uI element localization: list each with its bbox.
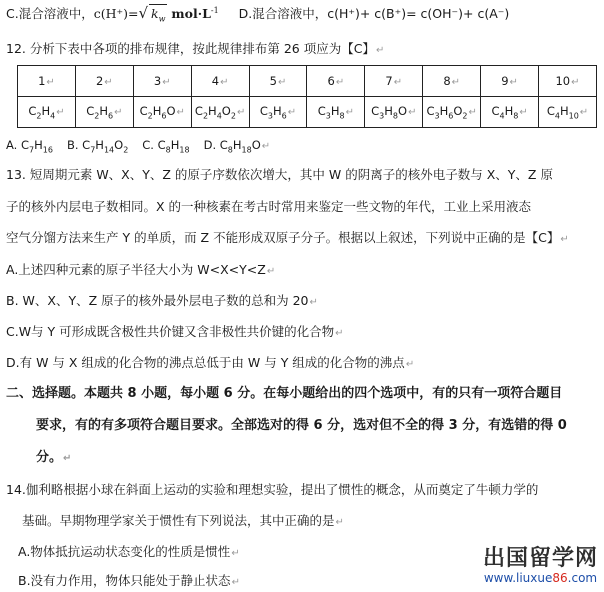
q12-number-cell: 7↵ xyxy=(365,66,423,97)
q12-number-row xyxy=(18,66,597,97)
q12-formula-cell: $C_2H_6O↵$ xyxy=(133,97,191,128)
q13-line-2: 子的核外内层电子数相同。X 的一种核素在考古时常用来鉴定一些文物的年代，工业上采用液态 xyxy=(6,199,532,214)
q12-option: B. $C_7H_{14}O_2$ xyxy=(66,138,129,155)
q12-formula-cell: $C_3H_8O↵$ xyxy=(365,97,423,128)
q12-number-cell: 10↵ xyxy=(539,66,597,97)
q12-formula-cell: $C_2H_4↵$ xyxy=(18,97,76,128)
q12-option: A. $C_7H_{16}$ xyxy=(6,138,53,155)
q12-formula-cell: $C_3H_6O_2↵$ xyxy=(423,97,481,128)
q11-option-c-d-line: C.混合溶液中，c(H⁺)=√ $k_w$ $mol\cdot L^{-1}$ D.混合溶液中，c(H⁺)+ c(B⁺)= c(OH⁻)+ c(A⁻) xyxy=(6,2,509,29)
q13-option-d: D.有 W 与 X 组成的化合物的沸点总低于由 W 与 Y 组成的化合物的沸点↵ xyxy=(6,355,415,370)
q12-number-cell: 4↵ xyxy=(191,66,249,97)
q11-option-d: D.混合溶液中，c(H⁺)+ c(B⁺)= c(OH⁻)+ c(A⁻) xyxy=(238,6,510,22)
q11-option-c-formula: c(H⁺)= xyxy=(93,6,139,22)
q12-number-cell: 1↵ xyxy=(18,66,76,97)
q13-option-b: B. W、X、Y、Z 原子的核外最外层电子数的总和为 20↵ xyxy=(6,293,318,308)
q11-option-c-sqrt: $k_w$ xyxy=(149,4,167,29)
q13-line-3: 空气分馏方法来生产 Y 的单质，而 Z 不能形成双原子分子。根据以上叙述，下列说中正确的是【C】↵ xyxy=(6,230,569,245)
q12-stem: 12. 分析下表中各项的排布规律，按此规律排布第 26 项应为【C】↵ xyxy=(6,41,385,56)
q12-option: D. $C_8H_{18}O↵$ xyxy=(203,138,271,155)
q12-number-cell: 2↵ xyxy=(75,66,133,97)
q12-option: C. $C_8H_{18}$ xyxy=(142,138,190,155)
q12-formula-cell: $C_2H_4O_2↵$ xyxy=(191,97,249,128)
watermark-url: www.liuxue86.com xyxy=(483,571,598,585)
q14-line-1: 14.伽利略根据小球在斜面上运动的实验和理想实验，提出了惯性的概念，从而奠定了牛顿力学的 xyxy=(6,482,539,497)
q12-formula-cell: $C_4H_{10}↵$ xyxy=(539,97,597,128)
q12-number-cell: 9↵ xyxy=(481,66,539,97)
q12-formula-cell: $C_4H_8↵$ xyxy=(481,97,539,128)
q12-sequence-table xyxy=(17,65,597,128)
q11-option-c-unit: mol·L xyxy=(171,6,211,22)
q12-formula-cell: $C_3H_6↵$ xyxy=(249,97,307,128)
q14-option-a: A.物体抵抗运动状态变化的性质是惯性↵ xyxy=(18,544,240,559)
section-2-heading-line-3: 分。↵ xyxy=(36,450,72,465)
q11-option-c-prefix: C.混合溶液中， xyxy=(6,6,94,22)
site-watermark-logo xyxy=(483,548,598,584)
q12-formula-cell: $C_3H_8↵$ xyxy=(307,97,365,128)
q12-formula-cell: $C_2H_6↵$ xyxy=(75,97,133,128)
section-2-heading-line-2: 要求，有的有多项符合题目要求。全部选对的得 6 分，选对但不全的得 3 分，有选错的得 0 xyxy=(36,418,567,433)
q12-options xyxy=(6,136,284,159)
q12-formula-row xyxy=(18,97,597,128)
q12-number-cell: 8↵ xyxy=(423,66,481,97)
q14-line-2: 基础。早期物理学家关于惯性有下列说法，其中正确的是↵ xyxy=(22,513,344,528)
q12-number-cell: 3↵ xyxy=(133,66,191,97)
watermark-name: 出国留学网 xyxy=(482,546,598,571)
q13-line-1: 13. 短周期元素 W、X、Y、Z 的原子序数依次增大，其中 W 的阴离子的核外电子数与 X、Y、Z 原 xyxy=(6,167,553,182)
q12-number-cell: 5↵ xyxy=(249,66,307,97)
q14-option-b: B.没有力作用，物体只能处于静止状态↵ xyxy=(18,573,240,588)
q13-option-a: A.上述四种元素的原子半径大小为 W<X<Y<Z↵ xyxy=(6,262,276,277)
q12-number-cell: 6↵ xyxy=(307,66,365,97)
q13-option-c: C.W与 Y 可形成既含极性共价键又含非极性共价键的化合物↵ xyxy=(6,324,344,339)
section-2-heading-line-1: 二、选择题。本题共 8 小题，每小题 6 分。在每小题给出的四个选项中，有的只有一项符合题目 xyxy=(6,386,563,401)
